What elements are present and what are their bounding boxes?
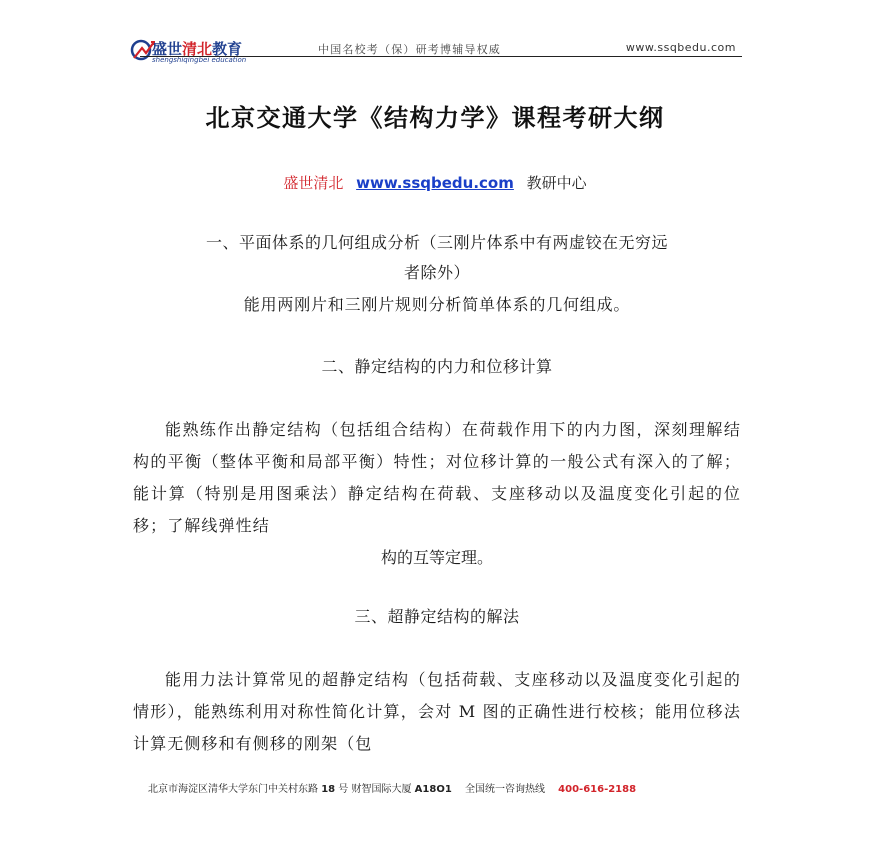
byline-dept: 教研中心 bbox=[526, 174, 587, 192]
byline-link[interactable]: www.ssqbedu.com bbox=[356, 174, 514, 192]
section-2-heading: 二、静定结构的内力和位移计算 bbox=[321, 357, 553, 376]
page-footer bbox=[148, 780, 636, 795]
section-2-text-last: 构的互等定理。 bbox=[380, 548, 493, 567]
byline-org: 盛世清北 bbox=[283, 174, 344, 192]
logo-subtitle: shengshiqingbei education bbox=[152, 56, 247, 64]
footer-address-number: 18 bbox=[321, 784, 336, 795]
section-3-heading: 三、超静定结构的解法 bbox=[354, 607, 520, 626]
section-2-text: 能熟练作出静定结构（包括组合结构）在荷载作用下的内力图，深刻理解结构的平衡（整体平衡和局部平衡）特性；对位移计算的一般公式有深入的了解；能计算（特别是用图乘法）静定结构在荷载、支座移动以及温度变化引起的位移；了解线弹性结 bbox=[133, 420, 741, 535]
byline bbox=[0, 172, 870, 193]
footer-address: 北京市海淀区清华大学东门中关村东路 bbox=[148, 784, 318, 795]
header-website[interactable]: www.ssqbedu.com bbox=[625, 41, 736, 54]
footer-hotline-label: 全国统一咨询热线 bbox=[464, 784, 545, 795]
footer-room: A18O1 bbox=[414, 784, 452, 795]
section-1-heading-line1: 一、平面体系的几何组成分析（三刚片体系中有两虚铰在无穷远 bbox=[205, 233, 668, 252]
footer-phone: 400-616-2188 bbox=[558, 784, 637, 795]
section-1-heading bbox=[133, 228, 741, 288]
section-3-text: 能用力法计算常见的超静定结构（包括荷载、支座移动以及温度变化引起的情形），能熟练利用对称性简化计算，会对 M 图的正确性进行校核；能用位移法计算无侧移和有侧移的刚架（包 bbox=[133, 670, 741, 753]
section-1-heading-line2: 者除外） bbox=[403, 263, 470, 282]
page-title: 北京交通大学《结构力学》课程考研大纲 bbox=[205, 104, 665, 132]
footer-building: 号 财智国际大厦 bbox=[338, 784, 412, 795]
logo-name: 盛世清北教育 bbox=[152, 40, 243, 58]
brand-logo bbox=[130, 38, 270, 66]
header-slogan: 中国名校考（保）研考博辅导权威 bbox=[318, 43, 501, 56]
section-1-text: 能用两刚片和三刚片规则分析简单体系的几何组成。 bbox=[243, 295, 631, 314]
header-divider bbox=[140, 56, 742, 57]
